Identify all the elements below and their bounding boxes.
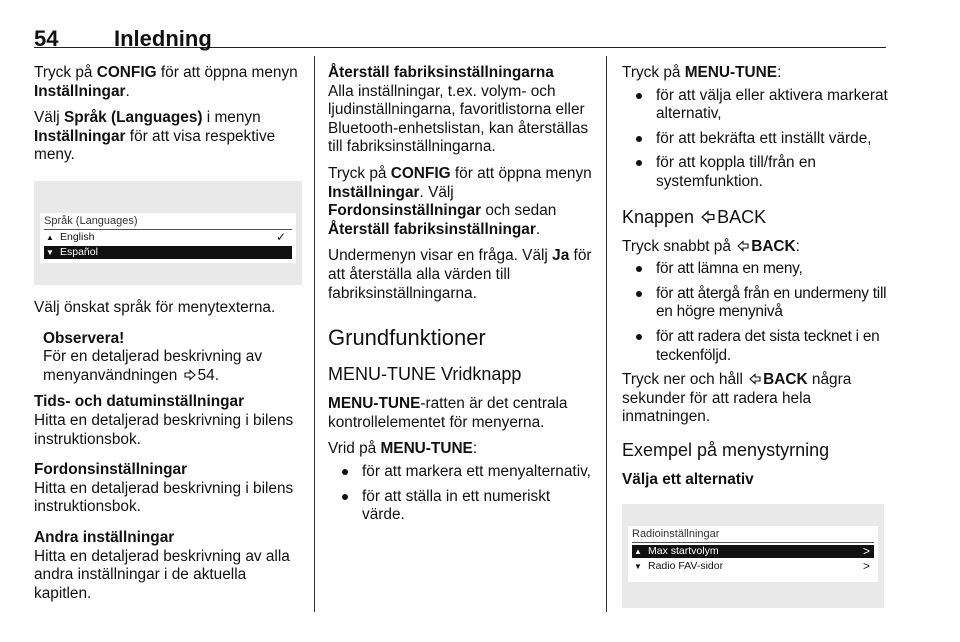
list-item: för att återgå från en undermeny till en högre menynivå: [622, 285, 890, 322]
display-panel: [40, 213, 296, 263]
list-item: för att välja eller aktivera markerat alternativ,: [622, 87, 890, 124]
column-3: [622, 64, 890, 608]
display-panel: [628, 526, 878, 582]
heading-factory-reset: Återställ fabriksinställningarna: [328, 64, 554, 81]
heading-basic-functions: Grundfunktioner: [328, 325, 486, 351]
back-bullet-list: [622, 260, 890, 365]
heading-choose-option: Välja ett alternativ: [622, 470, 754, 488]
section-title: Inledning: [114, 26, 212, 51]
list-item: för att markera ett menyalternativ,: [328, 463, 596, 482]
heading-menu-example: Exempel på menystyrning: [622, 439, 830, 460]
column-1: [34, 64, 302, 611]
note-box: [34, 330, 302, 386]
paragraph-config: Tryck på CONFIG för att öppna menyn Inställningar.: [34, 64, 298, 100]
note-text: För en detaljerad beskrivning av menyanvändningen 54.: [43, 348, 263, 384]
paragraph-press: Tryck på MENU-TUNE:: [622, 64, 782, 81]
list-item: för att bekräfta ett inställt värde,: [622, 130, 890, 149]
page-number: 54: [34, 26, 59, 51]
heading-other-settings: Andra inställningar: [34, 528, 175, 546]
paragraph-confirm: Undermenyn visar en fråga. Välj Ja för att återställa alla värden till fabriksinställningarna.: [328, 247, 592, 302]
list-item: för att lämna en meny,: [622, 260, 890, 279]
display-title: Språk (Languages): [44, 214, 138, 227]
page-header: [34, 4, 886, 51]
paragraph-language: Välj Språk (Languages) i menyn Inställningar för att visa respektive meny.: [34, 109, 276, 164]
heading-vehicle-settings: Fordonsinställningar: [34, 461, 188, 479]
language-menu-screenshot: [34, 181, 302, 285]
note-title: Observera!: [43, 329, 125, 347]
display-title: Radioinställningar: [632, 527, 720, 540]
display-rule: [44, 229, 292, 230]
menu-row-radio-fav: ▼ Radio FAV-sidor >: [634, 558, 870, 573]
text-time-date: Hitta en detaljerad beskrivning i bilens instruktionsbok.: [34, 411, 294, 448]
column-2: [328, 64, 596, 531]
display-rule: [632, 542, 874, 543]
back-arrow-icon: [701, 210, 715, 224]
paragraph-turn: Vrid på MENU-TUNE:: [328, 440, 478, 458]
press-bullet-list: [622, 87, 890, 192]
list-item: för att radera det sista tecknet i en teckenföljd.: [622, 328, 890, 365]
column-divider-1: [314, 56, 315, 612]
checkmark-icon: ✓: [275, 229, 286, 244]
paragraph-hold-back: Tryck ner och håll BACK några sekunder för att radera hela inmatningen.: [622, 371, 852, 426]
text-other-settings: Hitta en detaljerad beskrivning av alla andra inställningar i de aktuella kapitlen.: [34, 547, 290, 602]
list-item: för att ställa in ett numeriskt värde.: [328, 488, 596, 525]
paragraph-reset-steps: Tryck på CONFIG för att öppna menyn Inställningar. Välj Fordonsinställningar och sedan Återställ fabriksinställningar.: [328, 164, 592, 238]
radio-settings-screenshot: [622, 504, 884, 608]
menu-row-english: ▲ English ✓: [46, 229, 286, 244]
heading-back-button: Knappen BACK: [622, 206, 767, 227]
heading-time-date: Tids- och datuminställningar: [34, 393, 245, 411]
heading-menu-tune: MENU-TUNE Vridknapp: [328, 364, 522, 385]
list-item: för att koppla till/från en systemfunktion.: [622, 154, 890, 191]
scroll-up-icon: ▲: [634, 546, 642, 556]
menu-row-espanol: ▼ Español: [44, 246, 292, 259]
paragraph-choose-language: Välj önskat språk för menytexterna.: [34, 298, 276, 316]
chevron-right-icon: >: [862, 558, 870, 573]
text-factory-reset: Alla inställningar, t.ex. volym- och ljudinställningarna, favoritlistorna eller Bluetooth-enhetslistan, kan återställas till fabriksinställningarna.: [328, 82, 589, 156]
paragraph-press-back: Tryck snabbt på BACK:: [622, 237, 800, 255]
menu-row-max-volume: ▲ Max startvolym >: [632, 545, 874, 558]
scroll-down-icon: ▼: [634, 561, 642, 571]
back-arrow-icon: [749, 373, 761, 385]
text-vehicle-settings: Hitta en detaljerad beskrivning i bilens instruktionsbok.: [34, 479, 294, 516]
scroll-up-icon: ▲: [46, 232, 54, 242]
back-arrow-icon: [737, 240, 749, 252]
column-divider-2: [606, 56, 607, 612]
paragraph-menu-tune: MENU-TUNE-ratten är det centrala kontrollelementet för menyerna.: [328, 395, 568, 431]
turn-bullet-list: [328, 463, 596, 525]
chevron-right-icon: >: [862, 543, 870, 558]
page-ref-arrow-icon: [184, 369, 196, 381]
scroll-down-icon: ▼: [46, 247, 54, 257]
